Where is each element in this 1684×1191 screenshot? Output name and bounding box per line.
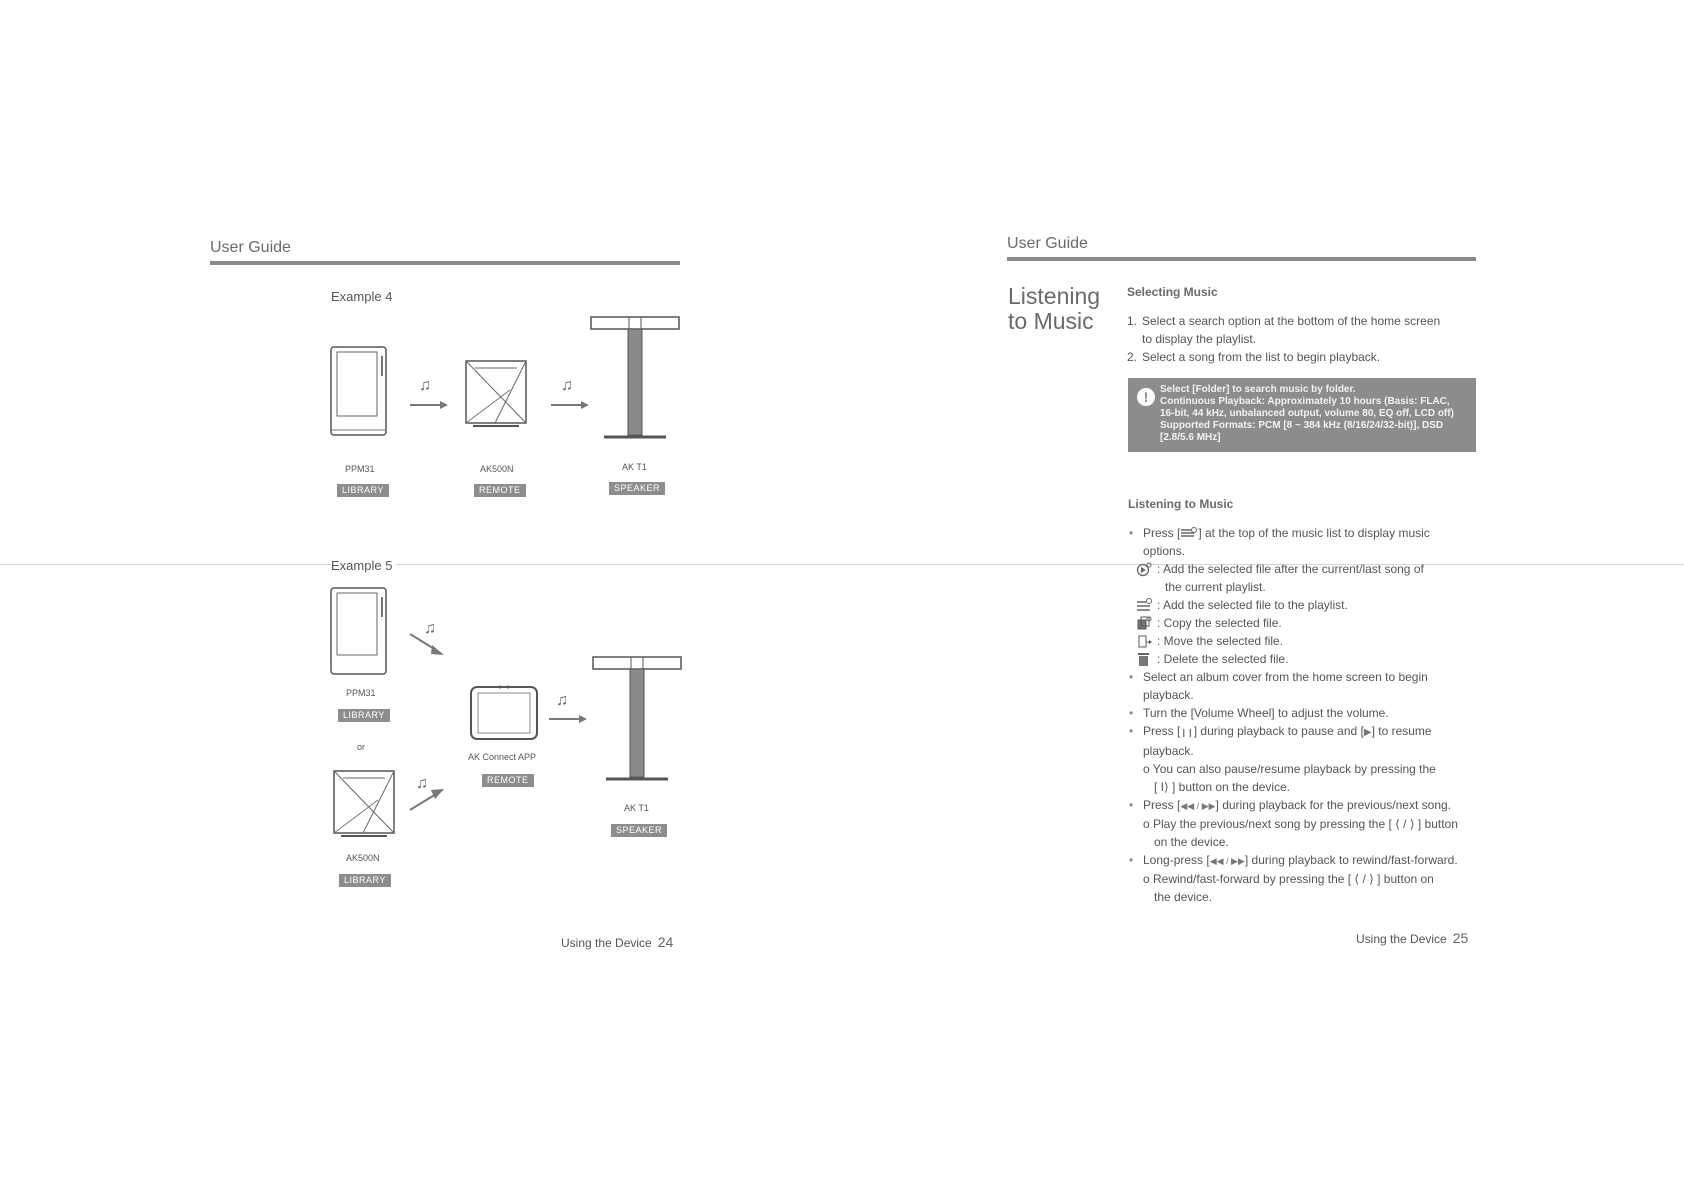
- or-text: or: [357, 742, 366, 752]
- ak-t1-speaker-illustration: [592, 656, 684, 786]
- step-item: 2. Select a song from the list to begin playback.: [1127, 350, 1381, 364]
- copy-icon: [1136, 616, 1152, 630]
- header-rule: [1007, 257, 1476, 261]
- library-tag: LIBRARY: [337, 484, 389, 497]
- option-copy: : Copy the selected file.: [1129, 614, 1481, 632]
- ppm31-player-illustration: [330, 346, 388, 438]
- arrow-right-icon: [410, 400, 448, 410]
- note-text: Select [Folder] to search music by folder. Continuous Playback: Approximately 10 hours (Basis: FLAC, 16-bit, 44 kHz, unbalanced output, volume 80, EQ off, LCD off) Supported Formats: PCM [8 ~ 384 kHz (8/16/24/32-bit)], DSD [2.8/5.6 MHz]: [1160, 384, 1454, 443]
- list-options-icon: [1180, 527, 1198, 539]
- bullet-item: • Press [ ] at the top of the music list to display music options.: [1129, 524, 1481, 560]
- sub-note: o Play the previous/next song by pressing the [ ⟨ / ⟩ ] button on the device.: [1143, 817, 1458, 849]
- step-item: 1. Select a search option at the bottom of the home screen to display the playlist.: [1127, 314, 1441, 346]
- ppm31-player-illustration: [330, 587, 388, 677]
- add-playlist-icon: [1136, 598, 1152, 612]
- device-label: AK500N: [480, 464, 514, 474]
- listening-heading: Listening to Music: [1128, 497, 1234, 511]
- option-play-next: : Add the selected file after the current/last song of the current playlist.: [1129, 560, 1481, 596]
- library-tag: LIBRARY: [339, 874, 391, 887]
- music-note-icon: ♫: [416, 775, 428, 792]
- section-side-title: Listening to Music: [1008, 283, 1101, 334]
- footer-section: Using the Device: [1356, 932, 1447, 946]
- library-tag: LIBRARY: [338, 709, 390, 722]
- header-rule: [210, 261, 680, 265]
- right-page: [842, 0, 1684, 1191]
- pause-icon: ❙❙: [1180, 728, 1194, 737]
- ak-t1-speaker-illustration: [590, 316, 682, 444]
- arrow-up-right-icon: [410, 788, 444, 810]
- exclamation-icon: !: [1137, 388, 1155, 406]
- page-header-title: User Guide: [1007, 235, 1088, 252]
- music-note-icon: ♫: [561, 377, 573, 394]
- page-footer: [1356, 930, 1468, 946]
- ak500n-illustration: [333, 770, 397, 842]
- device-label: PPM31: [346, 688, 376, 698]
- music-note-icon: ♫: [419, 377, 431, 394]
- page-footer: [561, 934, 673, 950]
- bullet-item: • Press [❙❙] during playback to pause and [▶] to resume playback.: [1129, 722, 1481, 760]
- option-delete: : Delete the selected file.: [1129, 650, 1481, 668]
- rewind-forward-icon: ◀◀ / ▶▶: [1209, 856, 1245, 866]
- device-label: AK T1: [624, 803, 649, 813]
- speaker-tag: SPEAKER: [609, 482, 665, 495]
- selecting-music-heading: Selecting Music: [1127, 285, 1218, 299]
- music-note-icon: ♫: [556, 692, 568, 709]
- page-header-title: User Guide: [210, 239, 291, 256]
- page-number: 25: [1452, 930, 1469, 946]
- listening-bullets: [1129, 524, 1481, 906]
- page-number: 24: [657, 934, 674, 950]
- option-add-playlist: : Add the selected file to the playlist.: [1129, 596, 1481, 614]
- tablet-illustration: [470, 683, 540, 743]
- sub-note: o Rewind/fast-forward by pressing the [ ⟨ / ⟩ ] button on the device.: [1143, 872, 1434, 904]
- selecting-steps-list: [1127, 312, 1477, 366]
- device-label: AK T1: [622, 462, 647, 472]
- remote-tag: REMOTE: [482, 774, 534, 787]
- device-label: AK Connect APP: [468, 752, 537, 762]
- bullet-item: • Select an album cover from the home screen to begin playback.: [1129, 668, 1481, 704]
- arrow-down-right-icon: [410, 634, 444, 656]
- device-label: AK500N: [346, 853, 380, 863]
- bullet-item: • Press [◀◀ / ▶▶] during playback for the previous/next song.: [1129, 796, 1481, 815]
- sub-note: o You can also pause/resume playback by pressing the [ I⟩ ] button on the device.: [1143, 762, 1436, 794]
- trash-icon: [1136, 652, 1152, 666]
- arrow-right-icon: [549, 714, 587, 724]
- example-5-title: Example 5: [331, 558, 396, 573]
- bullet-item: • Long-press [◀◀ / ▶▶] during playback to rewind/fast-forward.: [1129, 851, 1481, 870]
- move-icon: [1136, 634, 1152, 648]
- example-4-title: Example 4: [331, 289, 393, 304]
- ak500n-illustration: [465, 360, 529, 432]
- remote-tag: REMOTE: [474, 484, 526, 497]
- bullet-item: • Turn the [Volume Wheel] to adjust the volume.: [1129, 704, 1481, 722]
- option-move: : Move the selected file.: [1129, 632, 1481, 650]
- play-next-icon: [1136, 562, 1152, 576]
- prev-next-icon: ◀◀ / ▶▶: [1180, 801, 1216, 811]
- play-icon: ▶: [1363, 727, 1372, 738]
- footer-section: Using the Device: [561, 936, 652, 950]
- music-note-icon: ♫: [424, 620, 436, 637]
- device-label: PPM31: [345, 464, 375, 474]
- note-box: [1128, 378, 1476, 452]
- speaker-tag: SPEAKER: [611, 824, 667, 837]
- arrow-right-icon: [551, 400, 589, 410]
